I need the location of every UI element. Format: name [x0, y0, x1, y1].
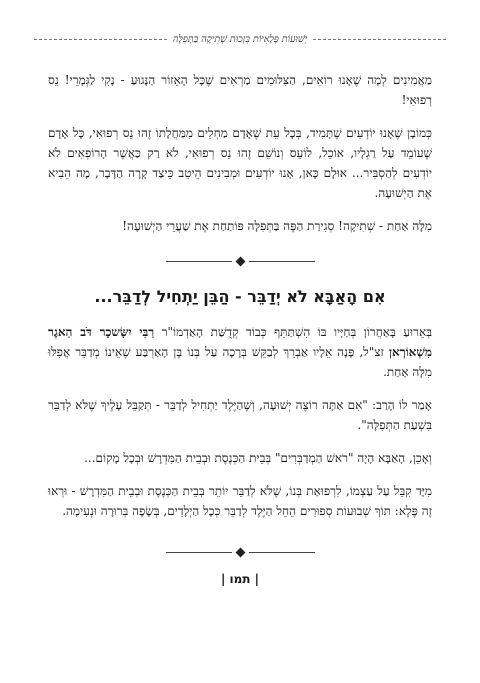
- divider-line: [166, 552, 232, 553]
- page-number: | תמו |: [220, 572, 260, 586]
- paragraph: כְּמוֹבָן שֶׁאָנוּ יוֹדְעִים שֶׁתָּמִיד, בְּכָל עֵת שֶׁאָדָם מַחְלִים מִמַּחֲלָתוֹ זֶהוּ נֵס רְפוּאִי, כָּל אָדָם שֶׁעוֹמֵד עַל רַגְלָיו, אוֹכֵל, לוֹעֵס וְנוֹשֵׁם זֶהוּ נֵס רְפוּאִי, לֹא רַק כַּאֲשֶׁר הָרוֹפְאִים לֹא יוֹדְעִים לְהַסְבִּיר... אוּלָם כָּאן, אָנוּ יוֹדְעִים וּמְבִינִים הֵיטֵב כֵּיצַד קָרָה הַדָּבָר, מָה הֵבִיא אֶת הַיְשׁוּעָה.: [48, 126, 432, 200]
- section-divider-ornament: [48, 258, 432, 265]
- paragraph: מִיָּד קִבֵּל עַל עַצְמוֹ, לִרְפוּאַת בְּנוֹ, שֶׁלֹּא לְדַבֵּר יוֹתֵר בְּבֵית הַכְּנֶסֶת וּבְבֵית הַמִּדְרָשׁ - וּרְאוּ זֶה פֶּלֶא: תּוֹךְ שְׁבוּעוֹת סְפוּרִים הֵחֵל הַיֶּלֶד לְדַבֵּר כְּכָל הַיְלָדִים, בְּשָׂפָה בְּרוּרָה וּנְעִימָה.: [48, 484, 432, 518]
- section-heading: אִם הָאַבָּא לֹא יְדַבֵּר - הַבֵּן יַתְחִיל לְדַבֵּר...: [94, 287, 386, 306]
- paragraph: [48, 322, 432, 382]
- running-header: [34, 34, 446, 45]
- paragraph-text: זצ"ל, פָּנָה אֵלָיו אַבְרֵךְ לְבַקֵּשׁ בְּרָכָה עַל בְּנוֹ בֶּן הָאַרְבַּע שֶׁאֵינוֹ מְדַבֵּר אֲפִלּוּ מִלָּה אַחַת.: [48, 345, 432, 379]
- diamond-icon: [235, 548, 245, 558]
- paragraph: אָמַר לוֹ הָרַב: "אִם אַתָּה רוֹצֶה יְשׁוּעָה, וְשֶׁהַיֶּלֶד יַתְחִיל לְדַבֵּר - תְּקַבֵּל עָלֶיךָ שֶׁלֹּא לְדַבֵּר בִּשְׁעַת הַתְּפִלָּה".: [48, 398, 432, 432]
- header-rule-left: [34, 39, 167, 40]
- paragraph: מַאֲמִינִים לְמָה שֶׁאָנוּ רוֹאִים, הַצִּלּוּמִים מַרְאִים שֶׁכָּל הָאֵזוֹר הַנָּגוּעַ - נָקִי לַגְּמָרֵי! נֵס רְפוּאִי!: [48, 73, 432, 107]
- diamond-icon: [235, 257, 245, 267]
- paragraph: וְאָכֵן, הָאַבָּא הָיָה "רֹאשׁ הַמְדַבְּרִים" בְּבֵית הַכְּנֶסֶת וּבְבֵית הַמִּדְרָשׁ וּבְכָל מָקוֹם...: [84, 451, 432, 465]
- rabbi-name: רַבִּי יִשָּׂשכָר דֹּב הַאגֶר מִשְׁאוֹרְאן: [48, 325, 432, 359]
- divider-line: [249, 552, 315, 553]
- page-body: [48, 70, 432, 586]
- divider-line: [166, 261, 232, 262]
- closing-divider-ornament: [48, 549, 432, 556]
- header-rule-right: [313, 39, 446, 40]
- divider-line: [249, 261, 315, 262]
- paragraph: מִלָּה אַחַת - שְׁתִיקָה! סְגִירַת הַפֶּה בַּתְּפִלָּה פּוֹתַחַת אֶת שַׁעֲרֵי הַיְשׁוּעָה!: [122, 219, 432, 233]
- paragraph-text: בְּאֵרוּעַ בָּאַחֲרוֹן בְּחַיָּיו בּוֹ הִשְׁתַּתֵּף כְּבוֹד קְדֻשַּׁת הָאַדְמוֹ"ר: [154, 325, 432, 339]
- running-title: יְשׁוּעוֹת פְּלָאִיּוֹת בִּזְכוּת שְׁתִיקָה בַּתְּפִלָּה: [172, 34, 308, 45]
